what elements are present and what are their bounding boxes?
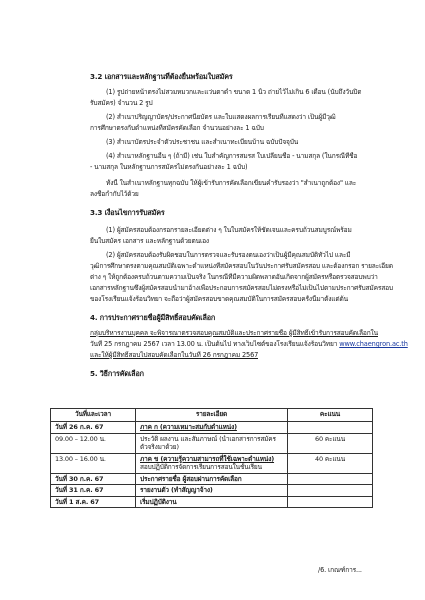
s32-item4-line1: (4) สำเนาหลักฐานอื่น ๆ (ถ้ามี) เช่น ใบสำคัญการสมรส ใบเปลี่ยนชื่อ - นามสกุล (ในกรณีที่ชื่อ [106,152,358,160]
row1-detail: ภาค ก (ความเหมาะสมกับตำแหน่ง) [136,422,288,434]
s32-item1-line1: (1) รูปถ่ายหน้าตรงไม่สวมหมวกและแว่นตาดำ ขนาด 1 นิ้ว ถ่ายไว้ไม่เกิน 6 เดือน (นับถึงวันปิด [106,88,362,96]
table-row [51,496,373,508]
row2-detail [136,433,288,453]
s32-note-line1: ทั้งนี้ ในสำเนาหลักฐานทุกฉบับ ให้ผู้เข้ารับการคัดเลือกเขียนคำรับรองว่า "สำเนาถูกต้อง" และ [106,179,357,187]
s33-item2-line1: (2) ผู้สมัครสอบต้องรับผิดชอบในการตรวจและรับรองตนเองว่าเป็นผู้มีคุณสมบัติทั่วไป และมี [106,251,351,259]
col-header-date: วันที่และเวลา [51,409,136,422]
row3-detail [136,453,288,473]
row3-score: 40 คะแนน [288,453,373,473]
row6-date: วันที่ 1 ส.ค. 67 [51,496,136,508]
s32-item3: (3) สำเนาบัตรประจำตัวประชาชน และสำเนาทะเบียนบ้าน ฉบับปัจจุบัน [106,138,299,146]
s4-line2-text: วันที่ 25 กรกฎาคม 2567 เวลา 13.00 น. เป็นต้นไป ทางเว็บไซต์ของโรงเรียนแจ้งร้อนวิทยา [90,340,340,348]
row3-detail-line1: ภาค ข (ความรู้ความสามารถที่ใช้เฉพาะตำแหน่ง) [140,454,275,463]
school-website-link[interactable]: www.chaengron.ac.th [339,340,408,348]
row2-detail-line1: ประวัติ ผลงาน และสัมภาษณ์ (นำเอกสารการสมัคร [140,434,276,443]
s33-item1-line2: ยื่นใบสมัคร เอกสาร และหลักฐานด้วยตนเอง [90,237,209,245]
s32-item4-line2: - นามสกุล ในหลักฐานการสมัครไม่ตรงกันอย่างละ 1 ฉบับ) [90,163,248,171]
s4-line3 [90,351,258,360]
row6-score [288,496,373,508]
s32-note-line2: ลงชื่อกำกับไว้ด้วย [90,190,139,198]
table-row [51,422,373,434]
row4-score [288,473,373,485]
row1-score [288,422,373,434]
row4-date: วันที่ 30 ก.ค. 67 [51,473,136,485]
row2-date: 09.00 – 12.00 น. [51,433,136,453]
schedule-table [50,408,373,508]
continuation-marker: /6. เกณฑ์การ... [318,566,362,574]
col-header-details: รายละเอียด [136,409,288,422]
row3-detail-line2: สอบปฏิบัติการจัดการเรียนการสอนในชั้นเรียน [140,463,262,471]
table-row [51,433,373,453]
s32-item2-line2: การศึกษาตรงกับตำแหน่งที่สมัครคัดเลือก จำนวนอย่างละ 1 ฉบับ [90,124,264,132]
s33-item2-line3: ต่าง ๆ ให้ถูกต้องครบถ้วนตามความเป็นจริง ในกรณีที่มีความผิดพลาดอันเกิดจากผู้สมัครหรือตรวจสอบพบว่า [90,273,378,281]
s4-line1-text: กลุ่มบริหารงานบุคคล จะพิจารณาตรวจสอบคุณสมบัติและประกาศรายชื่อ ผู้มีสิทธิ์เข้ารับการสอบคัดเลือกใน [90,329,378,337]
section-5-heading: 5. วิธีการคัดเลือก [90,369,144,378]
s4-line2 [90,340,408,349]
row4-detail: ประกาศรายชื่อ ผู้สอบผ่านการคัดเลือก [136,473,288,485]
s33-item2-line4: เอกสารหลักฐานซึ่งผู้สมัครสอบนำมาอ้างเพื่อประกอบการสมัครสอบไม่ตรงหรือไม่เป็นไปตามประกาศรับสมัครสอบ [90,284,393,292]
row5-date: วันที่ 31 ก.ค. 67 [51,485,136,497]
section-3-2-heading: 3.2 เอกสารและหลักฐานที่ต้องยื่นพร้อมใบสมัคร [90,72,233,81]
s32-item1-line2: รับสมัคร) จำนวน 2 รูป [90,99,153,107]
row2-detail-line2: ตัวจริงมาด้วย) [140,443,179,451]
schedule-header-row [51,409,373,422]
row5-detail: รายงานตัว (ทำสัญญาจ้าง) [136,485,288,497]
table-row [51,473,373,485]
row1-date: วันที่ 26 ก.ค. 67 [51,422,136,434]
s33-item2-line2: วุฒิการศึกษาตรงตามคุณสมบัติเฉพาะตำแหน่งที่สมัครสอบในวันประกาศรับสมัครสอบ และต้องกรอก รายละเอียด [90,262,393,270]
s33-item2-line5: ของโรงเรียนแจ้งร้อนวิทยา จะถือว่าผู้สมัครสอบขาดคุณสมบัติในการสมัครสอบครั้งนี้มาตั้งแต่ต้น [90,295,348,303]
row3-date: 13.00 – 16.00 น. [51,453,136,473]
s32-item2-line1: (2) สำเนาปริญญาบัตร/ประกาศนียบัตร และใบแสดงผลการเรียนที่แสดงว่า เป็นผู้มีวุฒิ [106,113,336,121]
s33-item1-line1: (1) ผู้สมัครสอบต้องกรอกรายละเอียดต่าง ๆ ในใบสมัครให้ชัดเจนและครบถ้วนสมบูรณ์พร้อม [106,226,352,234]
section-4-heading: 4. การประกาศรายชื่อผู้มีสิทธิ์สอบคัดเลือก [90,313,216,322]
row6-detail: เริ่มปฏิบัติงาน [136,496,288,508]
row2-score: 60 คะแนน [288,433,373,453]
s4-line3-text: และให้ผู้มีสิทธิ์สอบไปสอบคัดเลือกในวันที่ 26 กรกฎาคม 2567 [90,351,259,359]
col-header-score: คะแนน [288,409,373,422]
row5-score [288,485,373,497]
s4-line1 [90,329,378,338]
table-row [51,453,373,473]
table-row [51,485,373,497]
section-3-3-heading: 3.3 เงื่อนไขการรับสมัคร [90,208,165,217]
